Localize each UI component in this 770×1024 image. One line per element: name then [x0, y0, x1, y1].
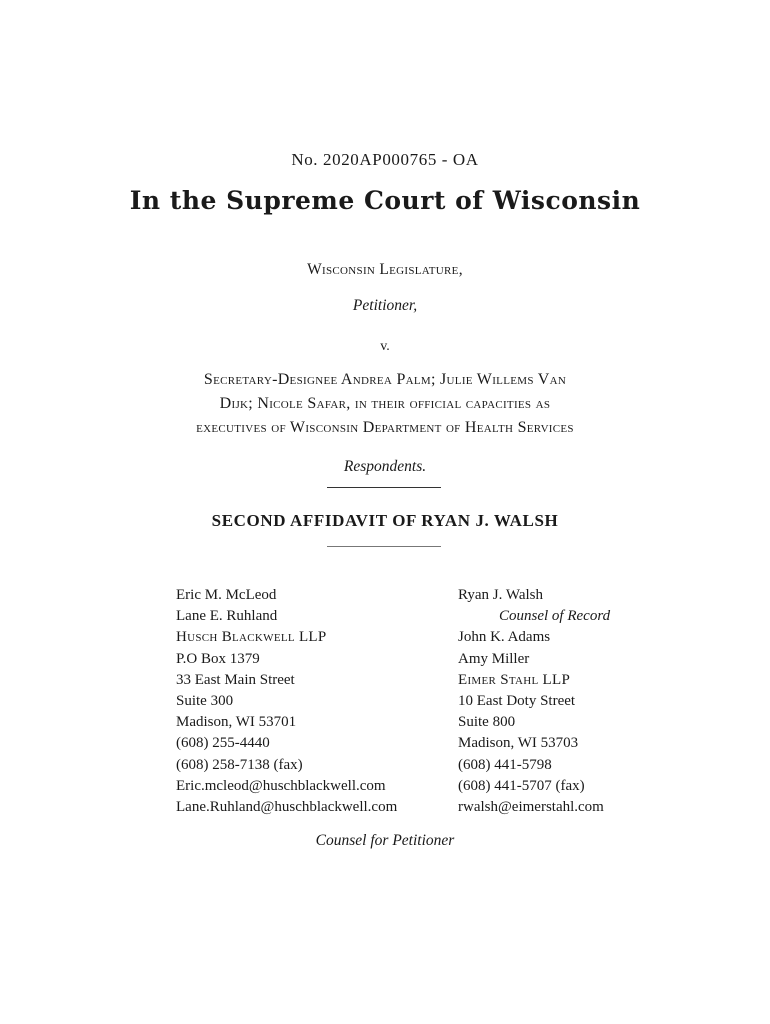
email-address: Lane.Ruhland@huschblackwell.com [176, 799, 398, 816]
divider-rule [327, 546, 441, 547]
counsel-of-record-label: Counsel of Record [499, 608, 611, 625]
firm-name: Eimer Stahl LLP [458, 671, 571, 688]
fax-number: (608) 441-5707 (fax) [458, 777, 585, 794]
counsel-block-left [176, 585, 397, 818]
counsel-block-right [458, 585, 610, 818]
divider-rule [327, 487, 441, 488]
address-line: 10 East Doty Street [458, 693, 576, 710]
counsel-name: Amy Miller [458, 650, 530, 667]
phone-number: (608) 441-5798 [458, 756, 552, 773]
counsel-for-label: Counsel for Petitioner [315, 832, 455, 849]
address-line: Madison, WI 53703 [458, 735, 579, 752]
respondents-line: executives of Wisconsin Department of Health Services [196, 419, 574, 436]
phone-number: (608) 255-4440 [176, 735, 270, 752]
respondents-line: Secretary-Designee Andrea Palm; Julie Willems Van [203, 371, 567, 388]
respondents-line: Dijk; Nicole Safar, in their official capacities as [219, 395, 551, 412]
address-line: P.O Box 1379 [176, 650, 260, 667]
petitioner-name: Wisconsin Legislature, [307, 261, 463, 278]
firm-name: Husch Blackwell LLP [176, 629, 327, 646]
counsel-name: Ryan J. Walsh [458, 587, 543, 603]
counsel-name: Lane E. Ruhland [176, 608, 278, 625]
address-line: Suite 300 [176, 693, 234, 710]
case-number: No. 2020AP000765 - OA [291, 150, 479, 169]
counsel-name: Eric M. McLeod [176, 587, 277, 603]
address-line: Suite 800 [458, 714, 516, 731]
versus-label: v. [380, 339, 390, 354]
email-address: rwalsh@eimerstahl.com [458, 799, 604, 816]
court-name-heading: In the Supreme Court of Wisconsin [129, 186, 641, 215]
fax-number: (608) 258-7138 (fax) [176, 756, 303, 773]
address-line: Madison, WI 53701 [176, 714, 297, 731]
counsel-name: John K. Adams [458, 629, 551, 646]
email-address: Eric.mcleod@huschblackwell.com [176, 777, 386, 794]
address-line: 33 East Main Street [176, 671, 295, 688]
petitioner-role: Petitioner, [352, 297, 418, 314]
respondents-role: Respondents. [343, 458, 427, 475]
document-title: SECOND AFFIDAVIT OF RYAN J. WALSH [211, 511, 559, 530]
